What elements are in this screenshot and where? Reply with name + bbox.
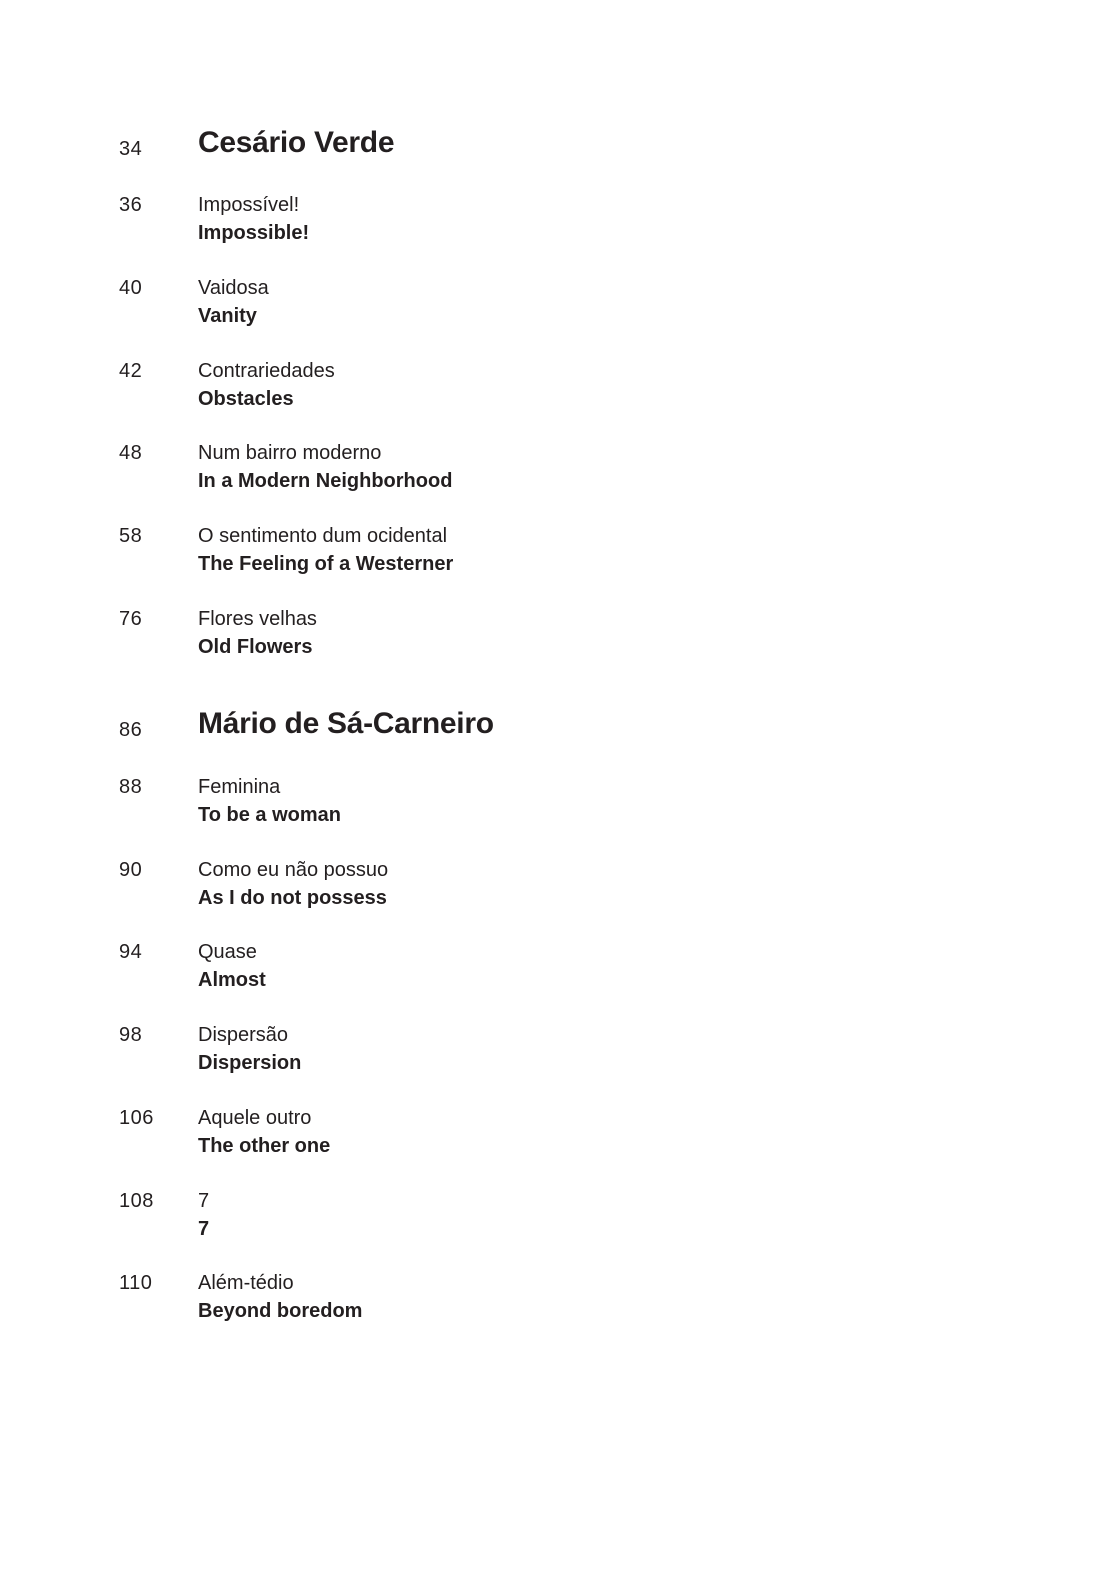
entry-translated-title: Beyond boredom bbox=[198, 1300, 363, 1322]
entry-original-title: Dispersão bbox=[198, 1024, 289, 1046]
entry-translated-title: The other one bbox=[198, 1135, 331, 1157]
entry-translated-title: The Feeling of a Westerner bbox=[198, 553, 454, 575]
entry-translated-title: As I do not possess bbox=[198, 887, 387, 909]
entry-translated-title: To be a woman bbox=[198, 804, 341, 826]
entry-translated-title: Obstacles bbox=[198, 388, 294, 410]
entry-original-title: Além-tédio bbox=[198, 1272, 294, 1294]
toc-entry bbox=[0, 776, 1107, 836]
entry-page-number: 90 bbox=[119, 859, 143, 881]
toc-entry bbox=[0, 360, 1107, 420]
entry-translated-title: Almost bbox=[198, 969, 266, 991]
entry-page-number: 40 bbox=[119, 277, 143, 299]
entry-translated-title: 7 bbox=[198, 1218, 210, 1240]
section-author-name: Cesário Verde bbox=[198, 126, 395, 159]
toc-entry bbox=[0, 1190, 1107, 1250]
toc-entry bbox=[0, 941, 1107, 1001]
entry-original-title: Impossível! bbox=[198, 194, 300, 216]
entry-translated-title: In a Modern Neighborhood bbox=[198, 470, 453, 492]
toc-entry bbox=[0, 525, 1107, 585]
entry-translated-title: Old Flowers bbox=[198, 636, 313, 658]
toc-entry bbox=[0, 277, 1107, 337]
entry-page-number: 98 bbox=[119, 1024, 143, 1046]
entry-original-title: Flores velhas bbox=[198, 608, 317, 630]
entry-original-title: Aquele outro bbox=[198, 1107, 312, 1129]
entry-original-title: Como eu não possuo bbox=[198, 859, 389, 881]
entry-original-title: O sentimento dum ocidental bbox=[198, 525, 448, 547]
entry-original-title: Quase bbox=[198, 941, 257, 963]
entry-page-number: 108 bbox=[119, 1190, 154, 1212]
toc-entry bbox=[0, 1107, 1107, 1167]
entry-translated-title: Dispersion bbox=[198, 1052, 302, 1074]
entry-page-number: 88 bbox=[119, 776, 143, 798]
toc-entry bbox=[0, 1272, 1107, 1332]
toc-entry bbox=[0, 608, 1107, 668]
toc-entry bbox=[0, 1024, 1107, 1084]
section-heading bbox=[0, 709, 1107, 749]
entry-translated-title: Impossible! bbox=[198, 222, 310, 244]
entry-original-title: Feminina bbox=[198, 776, 281, 798]
section-page-number: 86 bbox=[119, 719, 143, 741]
entry-original-title: Contrariedades bbox=[198, 360, 335, 382]
section-page-number: 34 bbox=[119, 138, 143, 160]
entry-page-number: 76 bbox=[119, 608, 143, 630]
section-author-name: Mário de Sá-Carneiro bbox=[198, 707, 494, 740]
entry-page-number: 110 bbox=[119, 1272, 153, 1294]
entry-page-number: 58 bbox=[119, 525, 143, 547]
toc-entry bbox=[0, 194, 1107, 254]
entry-page-number: 106 bbox=[119, 1107, 154, 1129]
entry-original-title: Num bairro moderno bbox=[198, 442, 382, 464]
entry-page-number: 36 bbox=[119, 194, 143, 216]
entry-page-number: 94 bbox=[119, 941, 143, 963]
entry-translated-title: Vanity bbox=[198, 305, 257, 327]
section-heading bbox=[0, 128, 1107, 168]
toc-entry bbox=[0, 859, 1107, 919]
entry-page-number: 42 bbox=[119, 360, 143, 382]
entry-original-title: 7 bbox=[198, 1190, 210, 1212]
entry-page-number: 48 bbox=[119, 442, 143, 464]
toc-entry bbox=[0, 442, 1107, 502]
entry-original-title: Vaidosa bbox=[198, 277, 269, 299]
